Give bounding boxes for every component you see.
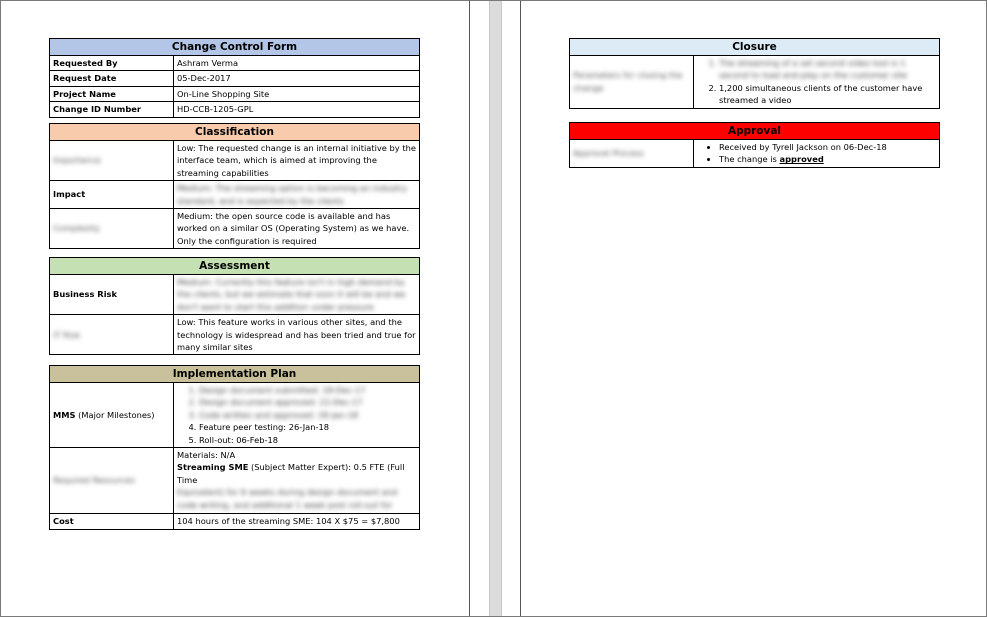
change-control-table xyxy=(49,38,420,118)
closure-item: 1. The streaming of a set second video tool is 1 second to load and play on the customer site xyxy=(719,57,936,82)
business-risk-value[interactable] xyxy=(174,275,420,315)
row-value[interactable]: HD-CCB-1205-GPL xyxy=(174,102,420,117)
row-label: Project Name xyxy=(50,86,174,101)
sme-line xyxy=(177,461,416,486)
row-value[interactable]: 05-Dec-2017 xyxy=(174,71,420,86)
implementation-table xyxy=(49,365,420,530)
complexity-value[interactable]: Medium: the open source code is available and has worked on a similar OS (Operating System) as we have. Only the configuration is required xyxy=(174,209,420,249)
closure-label-text: Parameters for closing the change xyxy=(573,70,683,93)
row-label: Change ID Number xyxy=(50,102,174,117)
closure-item: 2. 1,200 simultaneous clients of the customer have streamed a video xyxy=(719,82,936,107)
business-risk-value-text: Medium: Currently this feature isn't in high demand by the clients, but we estimate that soon it will be and we don't want to start this addition under pressure xyxy=(177,277,406,312)
sme-bold: Streaming SME xyxy=(177,462,249,473)
row-label: Request Date xyxy=(50,71,174,86)
impact-value[interactable] xyxy=(174,181,420,209)
resources-label xyxy=(50,448,174,514)
closure-table xyxy=(569,38,940,109)
mms-label-bold: MMS xyxy=(53,409,76,420)
it-risk-label xyxy=(50,315,174,355)
resources-cell[interactable] xyxy=(174,448,420,514)
impact-label: Impact xyxy=(50,181,174,209)
mms-label xyxy=(50,383,174,448)
classification-title: Classification xyxy=(50,124,420,141)
closure-cell[interactable] xyxy=(694,56,940,109)
importance-label xyxy=(50,141,174,181)
approval-label xyxy=(570,140,694,168)
approval-table xyxy=(569,122,940,168)
milestones-cell[interactable] xyxy=(174,383,420,448)
approval-prefix: The change is xyxy=(719,154,780,165)
mms-label-rest: (Major Milestones) xyxy=(75,409,155,420)
row-label: Requested By xyxy=(50,56,174,71)
business-risk-label: Business Risk xyxy=(50,275,174,315)
cost-label: Cost xyxy=(50,514,174,529)
milestone-item: 2. Design document approved: 22-Dec-17 xyxy=(199,396,416,408)
milestone-item: 5. Roll-out: 06-Feb-18 xyxy=(199,434,416,446)
milestone-item: 1. Design document submitted: 18-Dec-17 xyxy=(199,384,416,396)
milestone-item: 3. Code written and approved: 18-Jan-18 xyxy=(199,409,416,421)
row-value[interactable]: Ashram Verma xyxy=(174,56,420,71)
it-risk-label-text: IT Risk xyxy=(53,329,81,340)
assessment-table xyxy=(49,257,420,355)
impact-value-text: Medium: The streaming option is becoming an industry standard, and is expected by the clients xyxy=(177,183,407,206)
approval-received: • Received by Tyrell Jackson on 06-Dec-18 xyxy=(719,141,936,153)
classification-table xyxy=(49,123,420,249)
materials-text: Materials: N/A xyxy=(177,450,236,461)
milestone-list xyxy=(177,384,416,446)
assessment-title: Assessment xyxy=(50,258,420,275)
implementation-title: Implementation Plan xyxy=(50,366,420,383)
closure-label xyxy=(570,56,694,109)
approval-cell[interactable] xyxy=(694,140,940,168)
closure-title: Closure xyxy=(570,39,940,56)
approval-list xyxy=(697,141,936,166)
cost-value[interactable]: 104 hours of the streaming SME: 104 X $75 = $7,800 xyxy=(174,514,420,529)
closure-list xyxy=(697,57,936,107)
complexity-label-text: Complexity xyxy=(53,223,100,234)
change-control-title: Change Control Form xyxy=(50,39,420,56)
approval-title: Approval xyxy=(570,123,940,140)
sme-rest: (Subject Matter Expert): 0.5 FTE (Full Time xyxy=(177,462,405,485)
importance-value[interactable]: Low: The requested change is an internal initiative by the interface team, which is aimed at improving the streaming capabilities xyxy=(174,141,420,181)
approval-label-text: Approval Process xyxy=(573,148,644,159)
sme-blurred-text: Equivalent) for 6 weeks during design document and code writing, and additional 1 week post roll-out for xyxy=(177,487,398,510)
complexity-label xyxy=(50,209,174,249)
it-risk-value[interactable]: Low: This feature works in various other sites, and the technology is widespread and has been tried and true for many similar sites xyxy=(174,315,420,355)
approval-status xyxy=(719,153,936,165)
row-value[interactable]: On-Line Shopping Site xyxy=(174,86,420,101)
approval-word: approved xyxy=(779,154,824,165)
milestone-item: 4. Feature peer testing: 26-Jan-18 xyxy=(199,421,416,433)
resources-label-text: Required Resources xyxy=(53,475,135,486)
importance-label-text: Importance xyxy=(53,155,101,166)
